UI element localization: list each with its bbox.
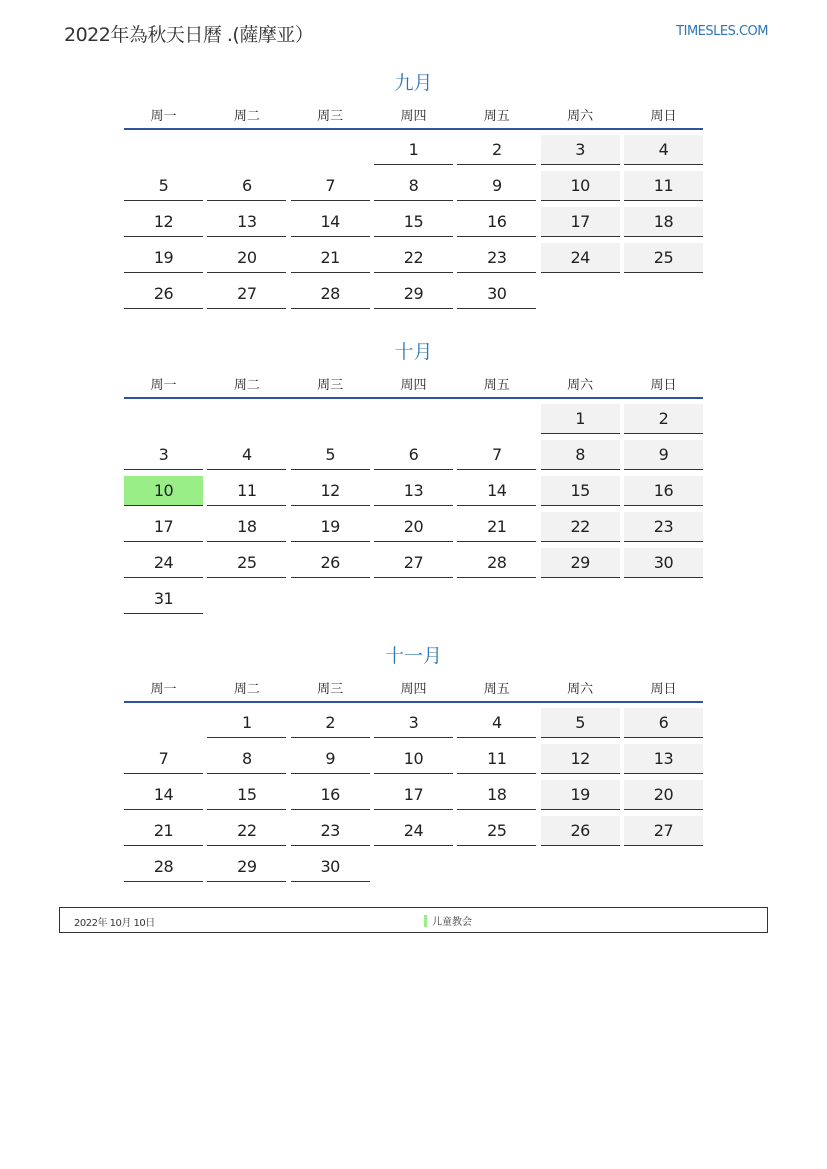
day-cell[interactable]: 4	[624, 135, 703, 165]
empty-cell	[207, 584, 286, 614]
weekday-label: 周三	[317, 681, 344, 697]
page-title: 2022年為秋天日曆 .(薩摩亚）	[64, 24, 314, 46]
day-cell[interactable]: 17	[124, 512, 203, 542]
empty-cell	[541, 852, 620, 882]
day-cell[interactable]: 22	[374, 243, 453, 273]
empty-cell	[291, 135, 370, 165]
day-grid	[124, 135, 703, 315]
day-cell[interactable]: 1	[374, 135, 453, 165]
day-cell[interactable]: 5	[291, 440, 370, 470]
day-cell[interactable]: 18	[624, 207, 703, 237]
day-cell[interactable]: 5	[124, 171, 203, 201]
empty-cell	[291, 404, 370, 434]
day-cell[interactable]: 22	[207, 816, 286, 846]
day-cell[interactable]: 1	[541, 404, 620, 434]
day-cell[interactable]: 12	[291, 476, 370, 506]
weekday-label: 周二	[233, 377, 260, 393]
day-cell[interactable]: 3	[541, 135, 620, 165]
empty-cell	[124, 135, 203, 165]
day-cell[interactable]: 17	[374, 780, 453, 810]
day-cell[interactable]: 25	[457, 816, 536, 846]
day-cell[interactable]: 21	[457, 512, 536, 542]
day-cell[interactable]: 25	[624, 243, 703, 273]
day-cell[interactable]: 19	[291, 512, 370, 542]
month-title: 十一月	[384, 645, 442, 667]
day-cell[interactable]: 1	[207, 708, 286, 738]
day-grid	[124, 404, 703, 620]
day-cell[interactable]: 29	[374, 279, 453, 309]
day-cell[interactable]: 7	[291, 171, 370, 201]
empty-cell	[207, 135, 286, 165]
day-cell[interactable]: 27	[207, 279, 286, 309]
day-cell[interactable]: 30	[291, 852, 370, 882]
month-title: 九月	[394, 72, 433, 94]
day-cell[interactable]: 20	[624, 780, 703, 810]
weekday-label: 周二	[233, 108, 260, 124]
weekday-label: 周三	[317, 377, 344, 393]
weekday-label: 周一	[150, 681, 177, 697]
footer-date: 2022年 10月 10日	[74, 918, 155, 929]
day-cell[interactable]: 8	[541, 440, 620, 470]
weekday-label: 周四	[400, 108, 427, 124]
weekday-label: 周五	[483, 108, 510, 124]
day-cell[interactable]: 17	[541, 207, 620, 237]
legend-swatch	[424, 915, 427, 927]
weekday-header	[124, 100, 703, 130]
day-cell[interactable]: 23	[291, 816, 370, 846]
legend-label: 儿童教会	[432, 917, 472, 928]
day-cell[interactable]: 4	[457, 708, 536, 738]
day-cell[interactable]: 5	[541, 708, 620, 738]
day-cell[interactable]: 30	[457, 279, 536, 309]
day-cell[interactable]: 8	[374, 171, 453, 201]
day-cell[interactable]: 12	[541, 744, 620, 774]
empty-cell	[374, 404, 453, 434]
day-cell[interactable]: 3	[124, 440, 203, 470]
day-cell[interactable]: 26	[541, 816, 620, 846]
legend	[424, 913, 472, 928]
day-cell[interactable]: 2	[291, 708, 370, 738]
day-cell[interactable]: 24	[124, 548, 203, 578]
day-cell[interactable]: 25	[207, 548, 286, 578]
day-cell[interactable]: 26	[124, 279, 203, 309]
weekday-label: 周六	[567, 108, 594, 124]
day-cell[interactable]: 28	[124, 852, 203, 882]
day-cell[interactable]: 11	[624, 171, 703, 201]
weekday-header	[124, 673, 703, 703]
day-cell[interactable]: 11	[207, 476, 286, 506]
day-cell[interactable]: 31	[124, 584, 203, 614]
day-cell[interactable]: 20	[207, 243, 286, 273]
weekday-header	[124, 369, 703, 399]
day-cell[interactable]: 13	[374, 476, 453, 506]
month-block	[124, 641, 703, 888]
day-cell[interactable]: 23	[624, 512, 703, 542]
day-cell[interactable]: 9	[291, 744, 370, 774]
day-cell[interactable]: 14	[291, 207, 370, 237]
day-cell[interactable]: 12	[124, 207, 203, 237]
day-cell[interactable]: 27	[624, 816, 703, 846]
day-cell[interactable]: 10	[541, 171, 620, 201]
weekday-label: 周六	[567, 377, 594, 393]
day-cell[interactable]: 4	[207, 440, 286, 470]
day-cell[interactable]: 7	[457, 440, 536, 470]
empty-cell	[624, 852, 703, 882]
weekday-label: 周日	[650, 108, 677, 124]
empty-cell	[541, 279, 620, 309]
day-cell[interactable]: 10	[374, 744, 453, 774]
day-cell[interactable]: 3	[374, 708, 453, 738]
month-title: 十月	[394, 341, 433, 363]
day-cell[interactable]: 7	[124, 744, 203, 774]
day-cell[interactable]: 15	[374, 207, 453, 237]
empty-cell	[124, 708, 203, 738]
empty-cell	[624, 584, 703, 614]
day-cell[interactable]: 23	[457, 243, 536, 273]
day-cell[interactable]: 28	[291, 279, 370, 309]
day-cell[interactable]: 15	[207, 780, 286, 810]
day-cell[interactable]: 9	[457, 171, 536, 201]
weekday-label: 周四	[400, 377, 427, 393]
day-cell[interactable]: 22	[541, 512, 620, 542]
day-cell[interactable]: 21	[291, 243, 370, 273]
weekday-label: 周五	[483, 377, 510, 393]
day-cell[interactable]: 18	[457, 780, 536, 810]
day-cell[interactable]: 6	[624, 708, 703, 738]
month-block	[124, 337, 703, 620]
weekday-label: 周四	[400, 681, 427, 697]
day-cell[interactable]: 2	[624, 404, 703, 434]
site-link[interactable]: TIMESLES.COM	[676, 24, 768, 39]
day-cell[interactable]: 6	[207, 171, 286, 201]
day-cell[interactable]: 16	[291, 780, 370, 810]
empty-cell	[457, 584, 536, 614]
month-block	[124, 68, 703, 315]
empty-cell	[124, 404, 203, 434]
day-cell[interactable]: 14	[457, 476, 536, 506]
day-cell[interactable]: 24	[541, 243, 620, 273]
empty-cell	[624, 279, 703, 309]
day-grid	[124, 708, 703, 888]
day-cell[interactable]: 29	[541, 548, 620, 578]
weekday-label: 周二	[233, 681, 260, 697]
day-cell[interactable]: 27	[374, 548, 453, 578]
day-cell[interactable]: 2	[457, 135, 536, 165]
empty-cell	[207, 404, 286, 434]
day-cell[interactable]: 29	[207, 852, 286, 882]
day-cell[interactable]: 6	[374, 440, 453, 470]
weekday-label: 周日	[650, 377, 677, 393]
empty-cell	[374, 852, 453, 882]
weekday-label: 周五	[483, 681, 510, 697]
day-cell[interactable]: 16	[457, 207, 536, 237]
empty-cell	[457, 404, 536, 434]
empty-cell	[374, 584, 453, 614]
empty-cell	[541, 584, 620, 614]
day-cell[interactable]: 20	[374, 512, 453, 542]
day-cell[interactable]: 30	[624, 548, 703, 578]
day-cell[interactable]: 26	[291, 548, 370, 578]
footer-bar	[59, 907, 768, 933]
day-cell[interactable]: 19	[541, 780, 620, 810]
day-cell[interactable]: 16	[624, 476, 703, 506]
weekday-label: 周三	[317, 108, 344, 124]
empty-cell	[291, 584, 370, 614]
day-cell[interactable]: 24	[374, 816, 453, 846]
day-cell[interactable]: 18	[207, 512, 286, 542]
empty-cell	[457, 852, 536, 882]
day-cell[interactable]: 13	[207, 207, 286, 237]
day-cell[interactable]: 14	[124, 780, 203, 810]
day-cell[interactable]: 19	[124, 243, 203, 273]
day-cell[interactable]: 8	[207, 744, 286, 774]
day-cell[interactable]: 15	[541, 476, 620, 506]
day-cell[interactable]: 10	[124, 476, 203, 506]
weekday-label: 周日	[650, 681, 677, 697]
day-cell[interactable]: 11	[457, 744, 536, 774]
day-cell[interactable]: 9	[624, 440, 703, 470]
weekday-label: 周六	[567, 681, 594, 697]
weekday-label: 周一	[150, 377, 177, 393]
day-cell[interactable]: 13	[624, 744, 703, 774]
weekday-label: 周一	[150, 108, 177, 124]
day-cell[interactable]: 28	[457, 548, 536, 578]
day-cell[interactable]: 21	[124, 816, 203, 846]
